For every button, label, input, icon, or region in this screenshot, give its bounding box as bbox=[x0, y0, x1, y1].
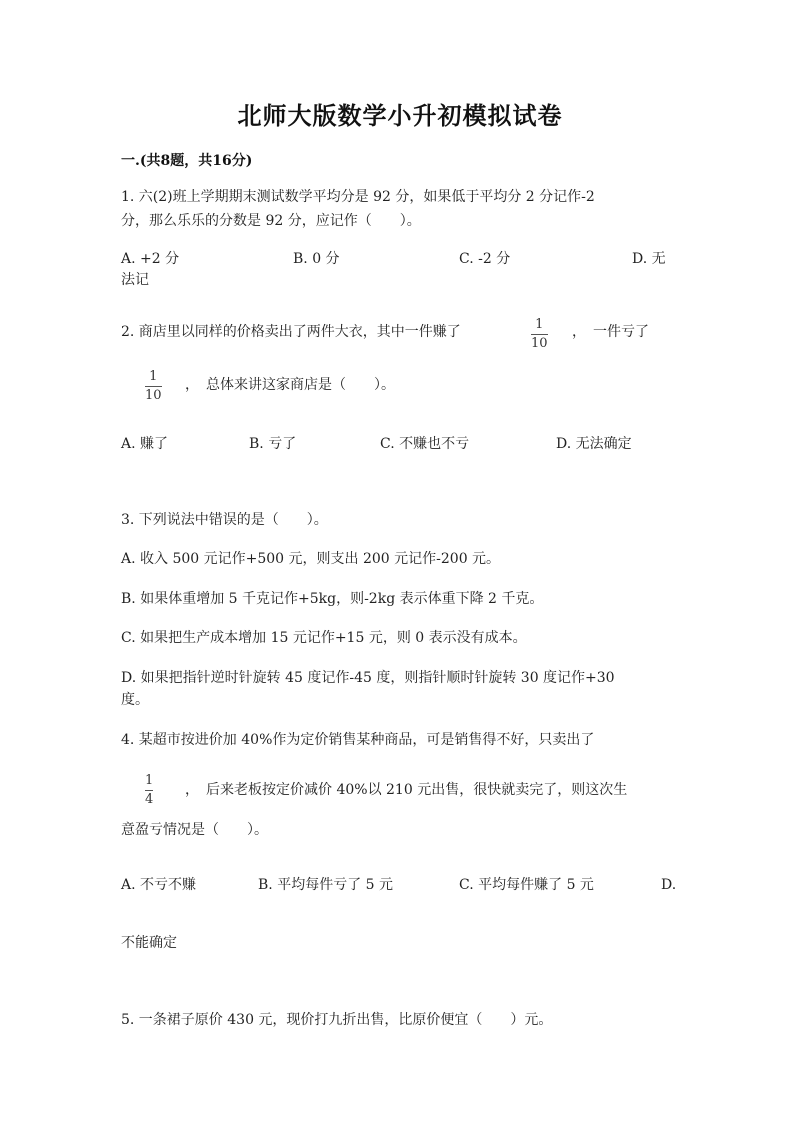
q4-option-c[interactable]: C. 平均每件赚了 5 元 bbox=[459, 877, 594, 893]
q2-fraction-2-numerator: 1 bbox=[149, 369, 158, 384]
q4-fraction bbox=[145, 774, 153, 807]
section-heading: 一.(共8题，共16分) bbox=[121, 153, 253, 169]
q4-fraction-numerator: 1 bbox=[145, 773, 154, 788]
q4-option-d-wrap: 不能确定 bbox=[121, 935, 177, 951]
q3-option-d-wrap: 度。 bbox=[121, 692, 149, 708]
q2-stem-part2: ， 一件亏了 bbox=[572, 324, 649, 340]
q3-option-d[interactable]: D. 如果把指针逆时针旋转 45 度记作-45 度，则指针顺时针旋转 30 度记作+30 bbox=[121, 670, 615, 686]
q2-option-d[interactable]: D. 无法确定 bbox=[556, 436, 632, 452]
q5-stem: 5. 一条裙子原价 430 元，现价打九折出售，比原价便宜（ ）元。 bbox=[121, 1012, 553, 1028]
q2-fraction-1-numerator: 1 bbox=[535, 317, 544, 332]
q4-option-d[interactable]: D. bbox=[661, 877, 677, 893]
q2-stem-part1: 2. 商店里以同样的价格卖出了两件大衣，其中一件赚了 bbox=[121, 324, 461, 340]
q2-option-c[interactable]: C. 不赚也不亏 bbox=[380, 436, 470, 452]
q4-stem-line3: 意盈亏情况是（ ）。 bbox=[121, 822, 268, 838]
q4-fraction-denominator: 4 bbox=[145, 792, 154, 807]
q2-fraction-2 bbox=[145, 370, 162, 403]
q3-option-b[interactable]: B. 如果体重增加 5 千克记作+5kg，则-2kg 表示体重下降 2 千克。 bbox=[121, 591, 544, 607]
q4-stem-line1: 4. 某超市按进价加 40%作为定价销售某种商品，可是销售得不好，只卖出了 bbox=[121, 732, 595, 748]
fraction-bar bbox=[531, 334, 548, 335]
q3-option-c[interactable]: C. 如果把生产成本增加 15 元记作+15 元，则 0 表示没有成本。 bbox=[121, 630, 527, 646]
q2-fraction-1-denominator: 10 bbox=[531, 336, 548, 351]
q2-stem-part3: ， 总体来讲这家商店是（ ）。 bbox=[185, 377, 395, 393]
q1-stem-line1: 1. 六(2)班上学期期末测试数学平均分是 92 分，如果低于平均分 2 分记作-2 bbox=[121, 189, 595, 205]
q1-stem-line2: 分，那么乐乐的分数是 92 分，应记作（ ）。 bbox=[121, 213, 421, 229]
page-title: 北师大版数学小升初模拟试卷 bbox=[237, 101, 563, 130]
q4-option-b[interactable]: B. 平均每件亏了 5 元 bbox=[258, 877, 393, 893]
q2-fraction-1 bbox=[531, 318, 548, 351]
q2-option-b[interactable]: B. 亏了 bbox=[249, 436, 297, 452]
fraction-bar bbox=[145, 386, 162, 387]
q1-option-d-wrap: 法记 bbox=[121, 272, 149, 288]
q3-option-a[interactable]: A. 收入 500 元记作+500 元，则支出 200 元记作-200 元。 bbox=[121, 551, 501, 567]
q4-option-a[interactable]: A. 不亏不赚 bbox=[121, 877, 197, 893]
q3-stem: 3. 下列说法中错误的是（ ）。 bbox=[121, 512, 328, 528]
q2-option-a[interactable]: A. 赚了 bbox=[121, 436, 169, 452]
q1-option-d[interactable]: D. 无 bbox=[632, 251, 666, 267]
q1-option-a[interactable]: A. +2 分 bbox=[121, 251, 180, 267]
q1-option-b[interactable]: B. 0 分 bbox=[293, 251, 340, 267]
q1-option-c[interactable]: C. -2 分 bbox=[459, 251, 511, 267]
q2-fraction-2-denominator: 10 bbox=[145, 388, 162, 403]
q4-stem-line2: ， 后来老板按定价减价 40%以 210 元出售，很快就卖完了，则这次生 bbox=[185, 782, 628, 798]
fraction-bar bbox=[145, 790, 153, 791]
